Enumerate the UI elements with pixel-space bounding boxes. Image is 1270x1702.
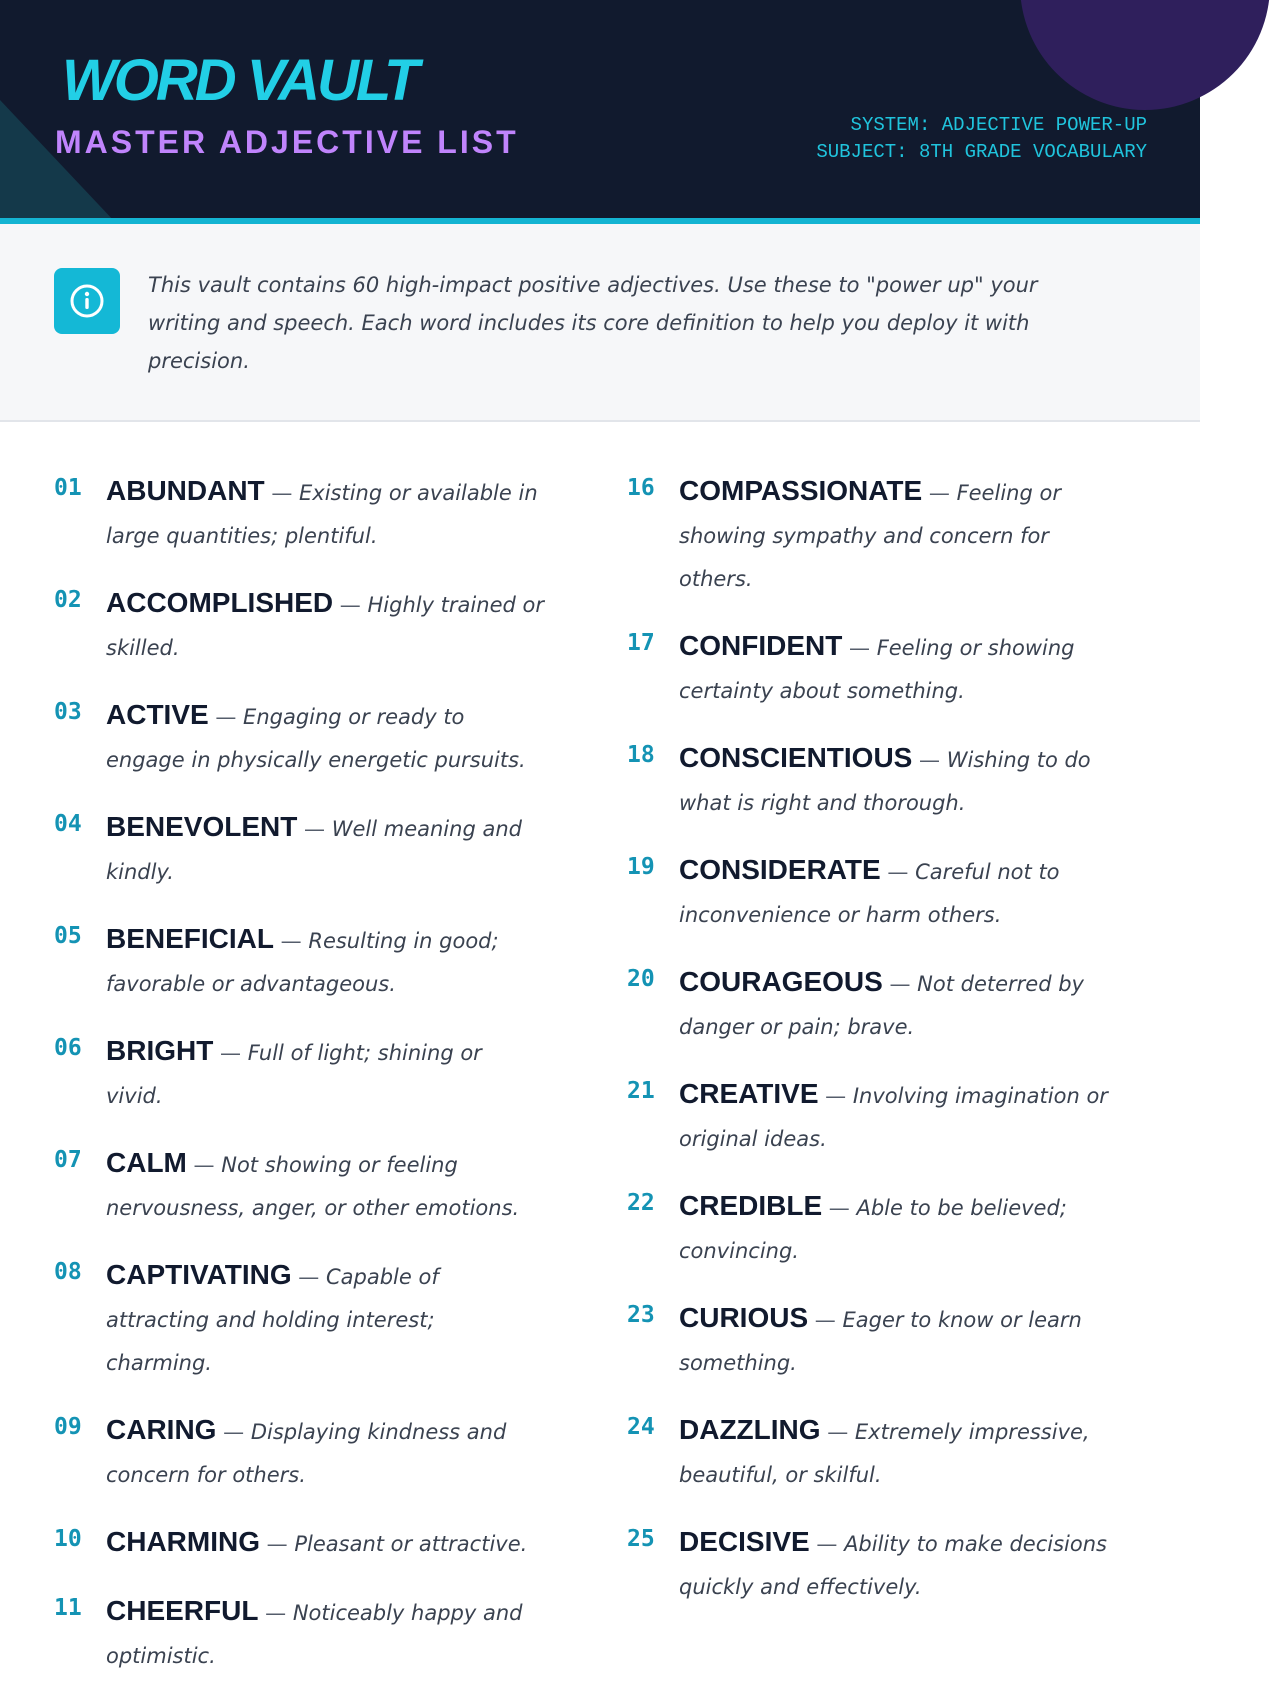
em-dash-separator: — xyxy=(882,972,918,996)
adjective-list xyxy=(0,470,1200,1668)
em-dash-separator: — xyxy=(186,1153,222,1177)
system-label: SYSTEM: ADJECTIVE POWER-UP xyxy=(850,114,1147,136)
entry-number: 01 xyxy=(54,475,82,501)
entry-number: 07 xyxy=(54,1147,82,1173)
entry-definition: Feeling or showing sympathy and concern for others. xyxy=(679,481,1061,591)
em-dash-separator: — xyxy=(809,1532,845,1556)
em-dash-separator: — xyxy=(822,1196,857,1220)
header-meta xyxy=(816,112,1147,166)
list-item xyxy=(54,1521,544,1566)
list-item xyxy=(627,961,1117,1049)
em-dash-separator: — xyxy=(274,929,309,953)
entry-number: 10 xyxy=(54,1526,82,1552)
em-dash-separator: — xyxy=(216,1420,251,1444)
list-item xyxy=(627,1185,1117,1273)
entry-number: 09 xyxy=(54,1414,82,1440)
entry-word: CREATIVE xyxy=(679,1078,819,1109)
em-dash-separator: — xyxy=(880,860,916,884)
entry-definition: Pleasant or attractive. xyxy=(294,1532,528,1556)
entry-definition: Engaging or ready to engage in physically energetic pursuits. xyxy=(106,705,526,772)
entry-number: 19 xyxy=(627,854,655,880)
entry-number: 25 xyxy=(627,1526,655,1552)
entry-definition: Not deterred by danger or pain; brave. xyxy=(679,972,1084,1039)
list-item xyxy=(54,470,544,558)
em-dash-separator: — xyxy=(808,1308,843,1332)
list-item xyxy=(627,849,1117,937)
entry-definition: Wishing to do what is right and thorough. xyxy=(679,748,1091,815)
entry-definition: Displaying kindness and concern for others. xyxy=(106,1420,507,1487)
entry-number: 06 xyxy=(54,1035,82,1061)
em-dash-separator: — xyxy=(912,748,947,772)
entry-definition: Full of light; shining or vivid. xyxy=(106,1041,482,1108)
decorative-triangle xyxy=(0,100,115,222)
entry-definition: Able to be believed; convincing. xyxy=(679,1196,1067,1263)
entry-word: CAPTIVATING xyxy=(106,1259,292,1290)
entry-number: 24 xyxy=(627,1414,655,1440)
entry-definition: Not showing or feeling nervousness, anger, or other emotions. xyxy=(106,1153,520,1220)
entry-number: 22 xyxy=(627,1190,655,1216)
em-dash-separator: — xyxy=(213,1041,248,1065)
list-item xyxy=(54,1254,544,1385)
em-dash-separator: — xyxy=(291,1265,326,1289)
entry-definition: Ability to make decisions quickly and effectively. xyxy=(679,1532,1107,1599)
entry-definition: Well meaning and kindly. xyxy=(106,817,522,884)
entry-word: BENEVOLENT xyxy=(106,811,298,842)
entry-word: CHEERFUL xyxy=(106,1595,259,1626)
entry-definition: Eager to know or learn something. xyxy=(679,1308,1082,1375)
entry-word: ABUNDANT xyxy=(106,475,265,506)
entry-number: 17 xyxy=(627,630,655,656)
entry-number: 16 xyxy=(627,475,655,501)
list-item xyxy=(627,1073,1117,1161)
list-item xyxy=(54,694,544,782)
entry-word: CONFIDENT xyxy=(679,630,843,661)
list-item xyxy=(54,1030,544,1118)
em-dash-separator: — xyxy=(258,1601,293,1625)
entry-word: CURIOUS xyxy=(679,1302,809,1333)
entry-number: 05 xyxy=(54,923,82,949)
list-item xyxy=(627,470,1117,601)
entry-definition: Highly trained or skilled. xyxy=(106,593,544,660)
entry-word: CREDIBLE xyxy=(679,1190,823,1221)
entry-number: 04 xyxy=(54,811,82,837)
em-dash-separator: — xyxy=(208,705,244,729)
list-item xyxy=(54,806,544,894)
entry-definition: Extremely impressive, beautiful, or skilful. xyxy=(679,1420,1090,1487)
entry-number: 08 xyxy=(54,1259,82,1285)
entry-number: 11 xyxy=(54,1595,82,1621)
page-subtitle: MASTER ADJECTIVE LIST xyxy=(55,124,519,160)
list-item xyxy=(627,1409,1117,1497)
list-item xyxy=(54,1142,544,1230)
em-dash-separator: — xyxy=(264,481,300,505)
entry-definition: Noticeably happy and optimistic. xyxy=(106,1601,523,1668)
decorative-circle xyxy=(1020,0,1270,110)
em-dash-separator: — xyxy=(818,1084,853,1108)
subject-label: SUBJECT: 8TH GRADE VOCABULARY xyxy=(816,141,1147,163)
entry-number: 02 xyxy=(54,587,82,613)
list-item xyxy=(54,582,544,670)
em-dash-separator: — xyxy=(922,481,957,505)
entry-definition: Feeling or showing certainty about something. xyxy=(679,636,1075,703)
list-item xyxy=(54,918,544,1006)
entry-number: 18 xyxy=(627,742,655,768)
entry-definition: Existing or available in large quantities; plentiful. xyxy=(106,481,538,548)
entry-word: ACTIVE xyxy=(106,699,209,730)
entry-word: ACCOMPLISHED xyxy=(106,587,334,618)
entry-word: BENEFICIAL xyxy=(106,923,274,954)
entry-word: COMPASSIONATE xyxy=(679,475,923,506)
info-icon xyxy=(54,268,120,334)
page-title: WORD VAULT xyxy=(62,48,417,113)
entry-word: CHARMING xyxy=(106,1526,260,1557)
entry-word: COURAGEOUS xyxy=(679,966,883,997)
em-dash-separator: — xyxy=(333,593,368,617)
list-item xyxy=(54,1590,544,1678)
em-dash-separator: — xyxy=(842,636,877,660)
list-item xyxy=(627,1297,1117,1385)
list-item xyxy=(54,1409,544,1497)
entry-word: CONSCIENTIOUS xyxy=(679,742,913,773)
list-item xyxy=(627,737,1117,825)
em-dash-separator: — xyxy=(297,817,332,841)
right-column xyxy=(627,470,1117,1633)
entry-word: DECISIVE xyxy=(679,1526,810,1557)
entry-definition: Resulting in good; favorable or advantageous. xyxy=(106,929,499,996)
list-item xyxy=(627,1521,1117,1609)
entry-number: 23 xyxy=(627,1302,655,1328)
info-text: This vault contains 60 high-impact positive adjectives. Use these to "power up" your writing and speech. Each word includes its core definition to help you deploy it with precision. xyxy=(148,273,1038,373)
entry-word: CARING xyxy=(106,1414,217,1445)
header-banner xyxy=(0,0,1200,222)
list-item xyxy=(627,625,1117,713)
em-dash-separator: — xyxy=(260,1532,295,1556)
entry-word: BRIGHT xyxy=(106,1035,214,1066)
entry-definition: Careful not to inconvenience or harm others. xyxy=(679,860,1060,927)
entry-definition: Involving imagination or original ideas. xyxy=(679,1084,1108,1151)
em-dash-separator: — xyxy=(820,1420,855,1444)
entry-number: 20 xyxy=(627,966,655,992)
entry-word: CALM xyxy=(106,1147,187,1178)
entry-word: CONSIDERATE xyxy=(679,854,881,885)
entry-number: 03 xyxy=(54,699,82,725)
entry-definition: Capable of attracting and holding interest; charming. xyxy=(106,1265,439,1375)
entry-word: DAZZLING xyxy=(679,1414,821,1445)
entry-number: 21 xyxy=(627,1078,655,1104)
left-column xyxy=(54,470,544,1702)
